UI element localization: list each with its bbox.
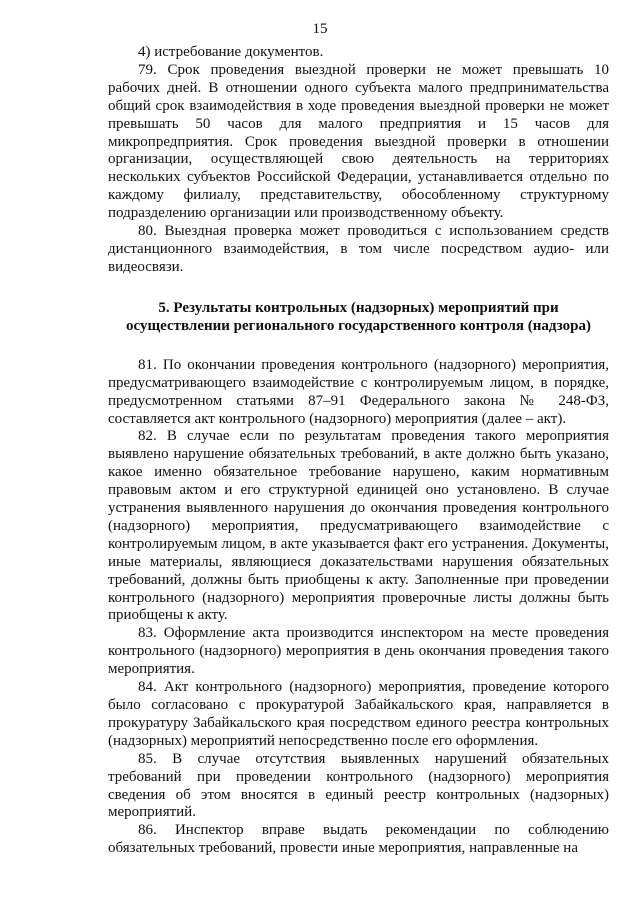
paragraph-item-4: 4) истребование документов. xyxy=(138,44,324,60)
document-body xyxy=(108,44,609,858)
paragraph-82: 82. В случае если по результатам проведения такого мероприятия выявлено нарушение обязательных требований, в акте должно быть указано, какое именно обязательное требование нарушено, каким нормативным правовым актом и его структурной единицей оно установлено. В случае устранения выявленного нарушения до окончания проведения контрольного (надзорного) мероприятия, предусматривающего взаимодействие с контролируемым лицом, в акте указывается факт его устранения. Документы, иные материалы, являющиеся доказательствами нарушения обязательных требований, должны быть приобщены к акту. Заполненные при проведении контрольного (надзорного) мероприятия проверочные листы должны быть приобщены к акту. xyxy=(108,428,609,624)
paragraph-85: 85. В случае отсутствия выявленных нарушений обязательных требований при проведении контрольного (надзорного) мероприятия сведения об этом вносятся в единый реестр контрольных (надзорных) мероприятий. xyxy=(108,750,609,821)
section-heading xyxy=(108,299,609,335)
paragraph-81: 81. По окончании проведения контрольного (надзорного) мероприятия, предусматривающего взаимодействие с контролируемым лицом, в порядке, предусмотренном статьями 87–91 Федерального закона № 248-ФЗ, составляется акт контрольного (надзорного) мероприятия (далее – акт). xyxy=(108,356,609,427)
paragraph-83: 83. Оформление акта производится инспектором на месте проведения контрольного (надзорного) мероприятия в день окончания проведения такого мероприятия. xyxy=(108,625,609,678)
section-heading-line-2: осуществлении регионального государственного контроля (надзора) xyxy=(126,317,591,334)
paragraph-86: 86. Инспектор вправе выдать рекомендации по соблюдению обязательных требований, провести иные мероприятия, направленные на xyxy=(108,822,609,857)
paragraph-79: 79. Срок проведения выездной проверки не может превышать 10 рабочих дней. В отношении одного субъекта малого предпринимательства общий срок взаимодействия в ходе проведения выездной проверки не может превышать 50 часов для малого предприятия и 15 часов для микропредприятия. Срок проведения выездной проверки в отношении организации, осуществляющей свою деятельность на территориях нескольких субъектов Российской Федерации, устанавливается отдельно по каждому филиалу, представительству, обособленному структурному подразделению организации или производственному объекту. xyxy=(108,61,609,222)
section-heading-line-1: 5. Результаты контрольных (надзорных) мероприятий при xyxy=(158,299,559,316)
paragraph-80: 80. Выездная проверка может проводиться с использованием средств дистанционного взаимодействия, в том числе посредством аудио- или видеосвязи. xyxy=(108,223,609,275)
page-number: 15 xyxy=(312,21,328,37)
paragraph-84: 84. Акт контрольного (надзорного) мероприятия, проведение которого было согласовано с прокуратурой Забайкальского края, направляется в прокуратуру Забайкальского края посредством единого реестра контрольных (надзорных) мероприятий непосредственно после его оформления. xyxy=(108,679,609,749)
